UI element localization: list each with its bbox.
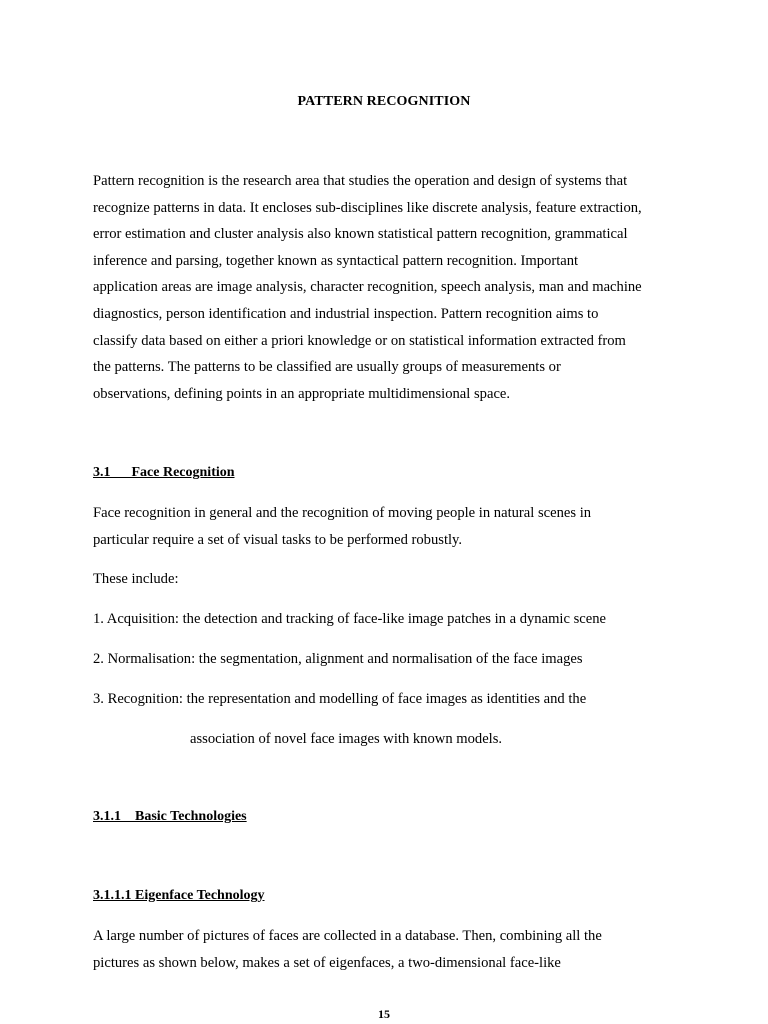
paragraph-line: Pattern recognition is the research area that studies the operation and design of systems that: [93, 173, 628, 189]
list-item-recognition: 3. Recognition: the representation and modelling of face images as identities and the: [93, 691, 587, 707]
paragraph-line: A large number of pictures of faces are collected in a database. Then, combining all the: [93, 928, 602, 944]
paragraph-line: diagnostics, person identification and industrial inspection. Pattern recognition aims to: [93, 305, 599, 322]
paragraph-line: pictures as shown below, makes a set of eigenfaces, a two-dimensional face-like: [93, 954, 561, 971]
section-heading-face-recognition: 3.1 Face Recognition: [93, 465, 235, 480]
paragraph-line: recognize patterns in data. It encloses sub-disciplines like discrete analysis, feature extraction,: [93, 199, 642, 216]
section-heading-basic-technologies: 3.1.1 Basic Technologies: [93, 809, 247, 824]
paragraph-line: classify data based on either a priori knowledge or on statistical information extracted from: [93, 332, 626, 349]
list-item-acquisition: 1. Acquisition: the detection and tracking of face-like image patches in a dynamic scene: [93, 611, 607, 627]
eigenface-paragraph: [93, 923, 693, 976]
these-include-label: These include:: [93, 571, 179, 587]
paragraph-line: Face recognition in general and the recognition of moving people in natural scenes in: [93, 505, 592, 521]
paragraph-line: particular require a set of visual tasks to be performed robustly.: [93, 531, 463, 548]
paragraph-line: inference and parsing, together known as syntactical pattern recognition. Important: [93, 252, 579, 269]
intro-paragraph: [93, 168, 693, 407]
list-item-recognition-continuation: association of novel face images with known models.: [190, 731, 503, 747]
section-heading-eigenface-technology: 3.1.1.1 Eigenface Technology: [93, 888, 265, 903]
page-number: 15: [378, 1007, 390, 1021]
paragraph-line: the patterns. The patterns to be classified are usually groups of measurements or: [93, 359, 561, 376]
paragraph-line: application areas are image analysis, character recognition, speech analysis, man and machine: [93, 279, 642, 296]
paragraph-line: error estimation and cluster analysis also known statistical pattern recognition, grammatical: [93, 226, 628, 243]
page-title: PATTERN RECOGNITION: [297, 94, 471, 109]
list-item-normalisation: 2. Normalisation: the segmentation, alignment and normalisation of the face images: [93, 651, 583, 667]
paragraph-line: observations, defining points in an appropriate multidimensional space.: [93, 385, 511, 402]
face-recognition-paragraph: [93, 500, 693, 553]
